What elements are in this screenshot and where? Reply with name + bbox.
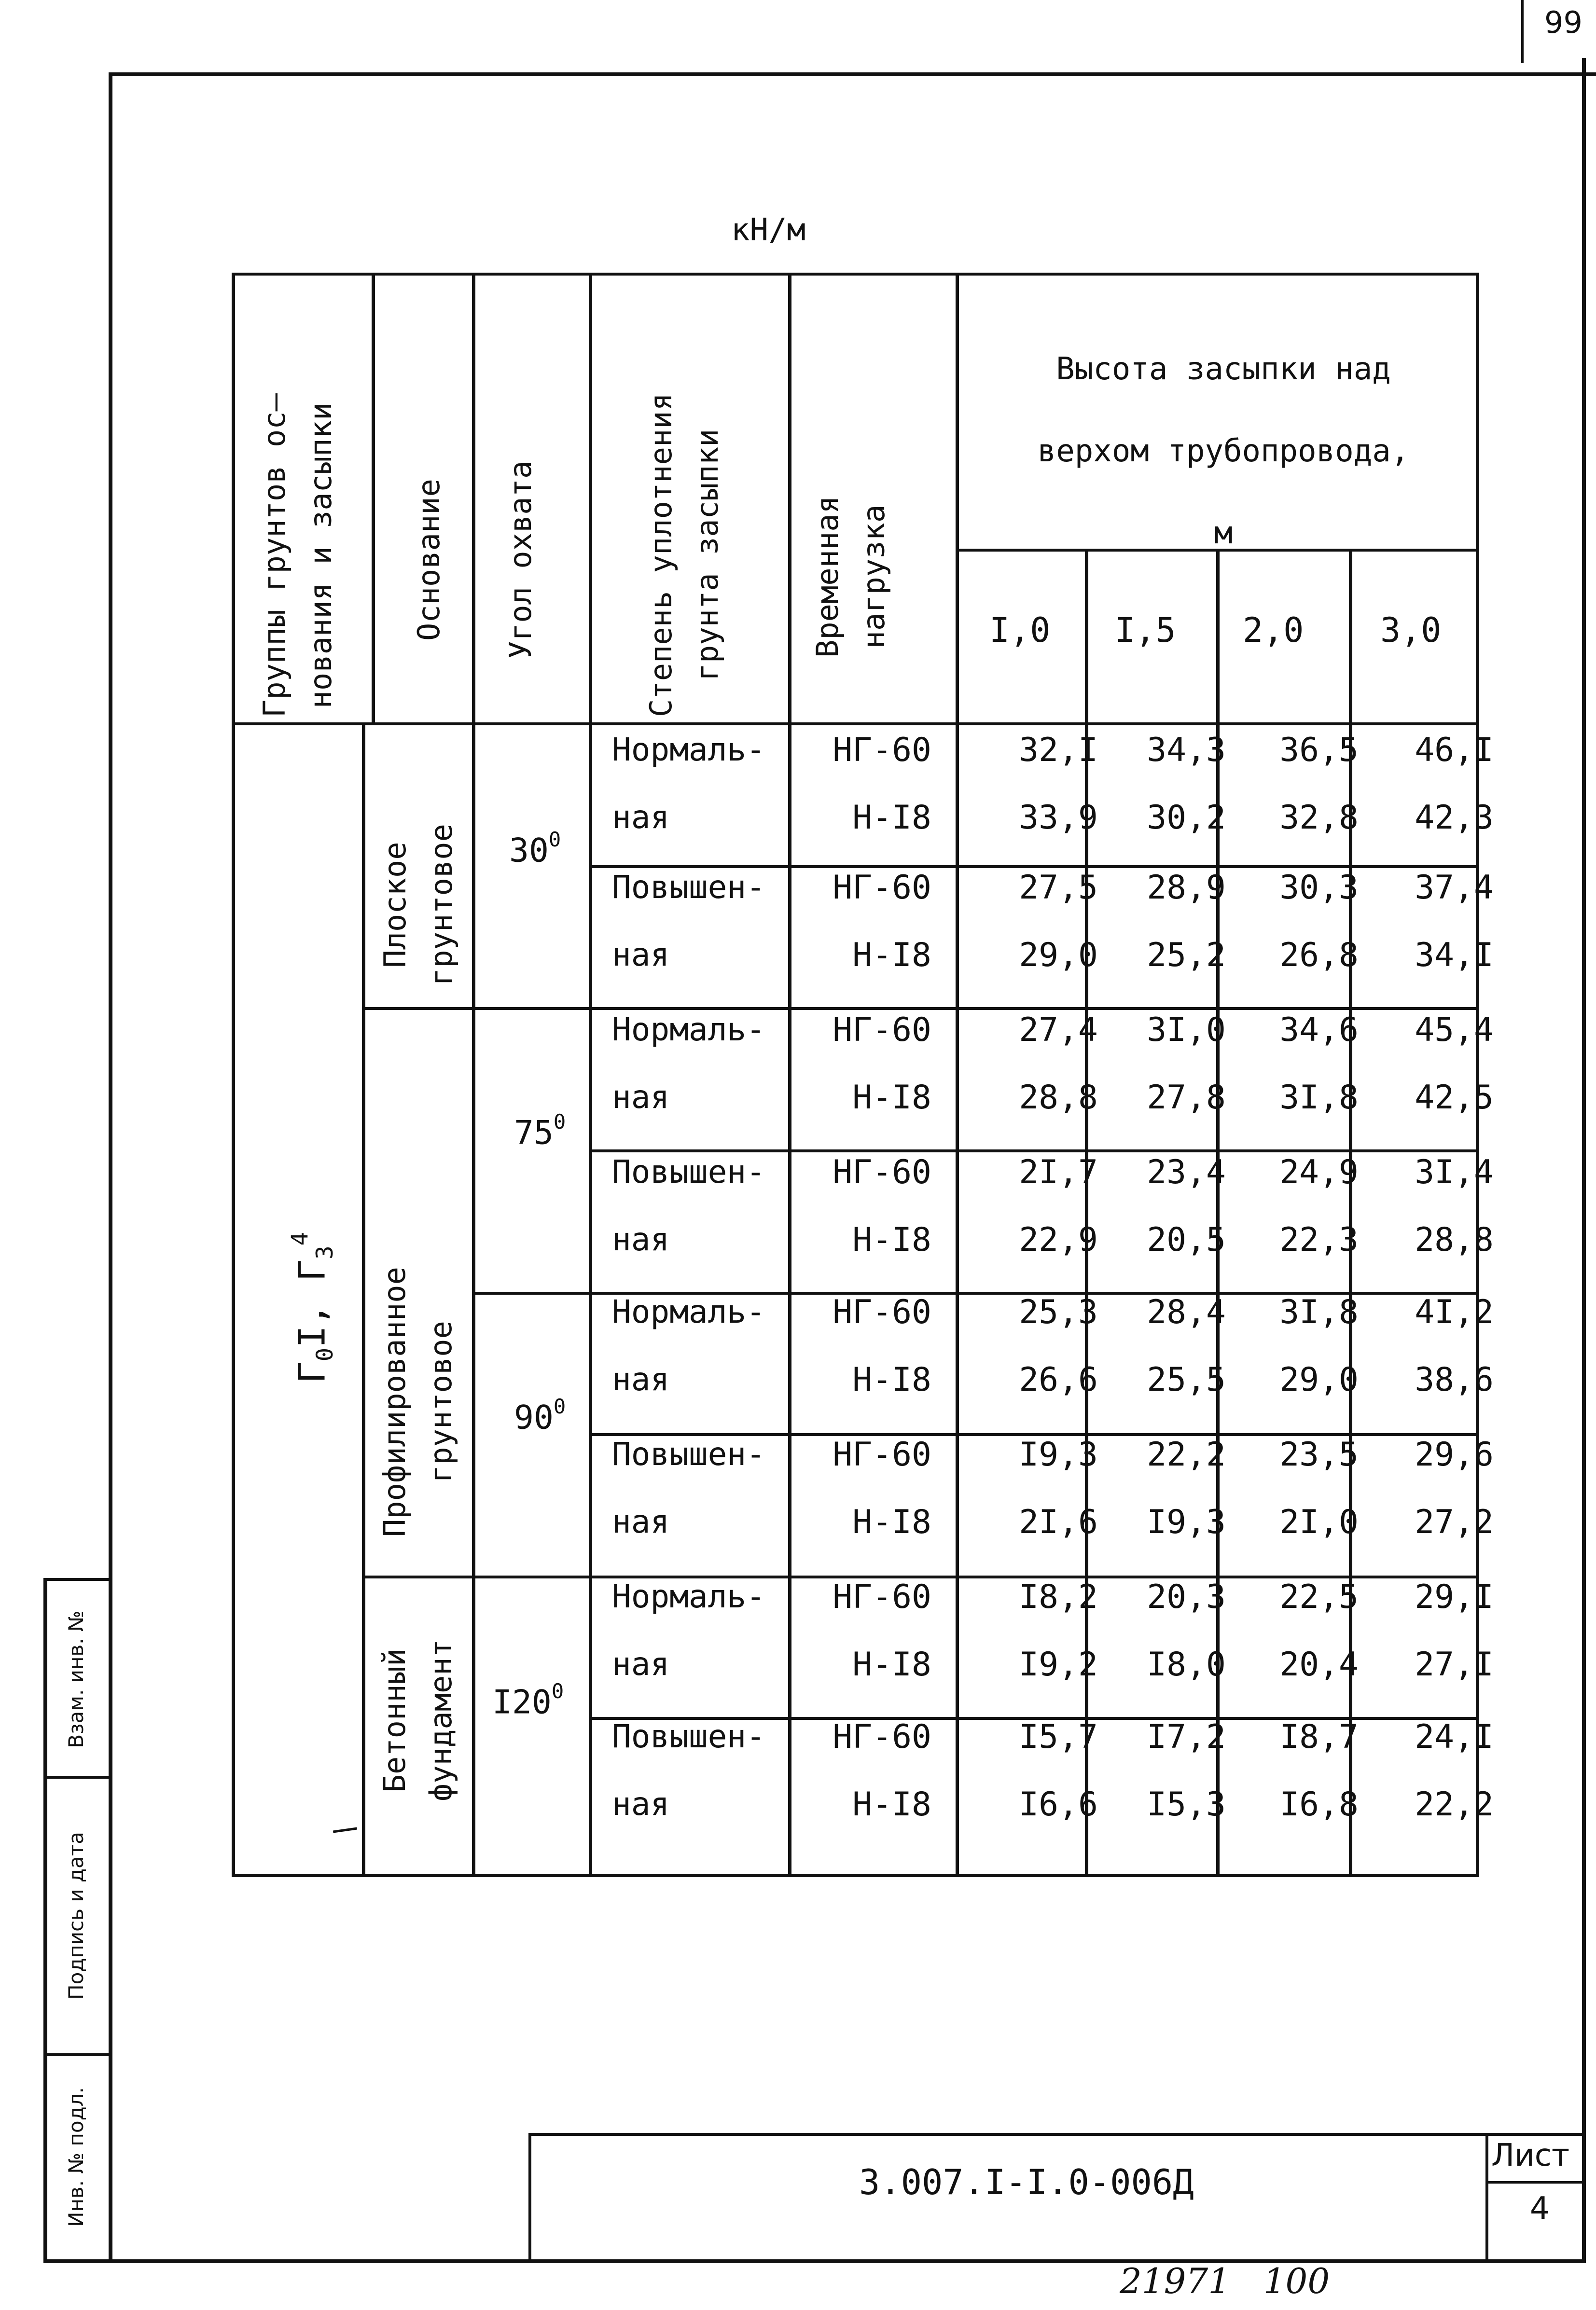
header-soil-groups: Группы грунтов ос– нования и засыпки bbox=[257, 393, 339, 718]
value-cell: 36,5 bbox=[1279, 731, 1359, 769]
value-cell: 28,4 bbox=[1147, 1293, 1226, 1331]
high-label: Повышен- bbox=[612, 1153, 765, 1190]
load-cell: НГ-60 bbox=[833, 869, 931, 907]
value-cell: I9,3 bbox=[1147, 1503, 1226, 1541]
angle-75: $75^0$ bbox=[514, 1110, 566, 1152]
normal-label: Нормаль- bbox=[612, 1578, 765, 1615]
value-cell: 20,3 bbox=[1147, 1578, 1226, 1616]
normal-label-cont: ная bbox=[612, 799, 670, 836]
value-cell: 3I,8 bbox=[1279, 1293, 1359, 1331]
value-cell: 25,5 bbox=[1147, 1361, 1226, 1399]
normal-label-cont: ная bbox=[612, 1079, 670, 1116]
value-cell: 20,5 bbox=[1147, 1221, 1226, 1259]
value-cell: 26,6 bbox=[1019, 1361, 1098, 1399]
value-cell: 28,9 bbox=[1147, 869, 1226, 907]
height-3-0: 3,0 bbox=[1380, 610, 1442, 650]
value-cell: 27,2 bbox=[1415, 1503, 1494, 1541]
load-cell: Н-I8 bbox=[852, 1079, 931, 1117]
high-label-cont: ная bbox=[612, 1221, 670, 1258]
value-cell: I8,0 bbox=[1147, 1646, 1226, 1684]
value-cell: 42,3 bbox=[1415, 799, 1494, 837]
load-cell: НГ-60 bbox=[833, 1436, 931, 1474]
value-cell: 24,I bbox=[1415, 1718, 1494, 1756]
load-cell: НГ-60 bbox=[833, 1153, 931, 1191]
value-cell: 23,5 bbox=[1279, 1436, 1359, 1474]
high-label: Повышен- bbox=[612, 1436, 765, 1473]
value-cell: 34,3 bbox=[1147, 731, 1226, 769]
value-cell: 29,0 bbox=[1019, 936, 1098, 974]
header-temporary-load: Временная нагрузка bbox=[810, 496, 892, 658]
value-cell: 42,5 bbox=[1415, 1079, 1494, 1117]
value-cell: 29,I bbox=[1415, 1578, 1494, 1616]
header-foundation: Основание bbox=[411, 479, 446, 641]
load-cell: НГ-60 bbox=[833, 1293, 931, 1331]
value-cell: I5,7 bbox=[1019, 1718, 1098, 1756]
soil-group-label: $Г_0I$, $Г_3^4$ bbox=[287, 1232, 338, 1383]
height-2-0: 2,0 bbox=[1243, 610, 1304, 650]
value-cell: I6,6 bbox=[1019, 1785, 1098, 1824]
load-cell: Н-I8 bbox=[852, 936, 931, 974]
value-cell: 23,4 bbox=[1147, 1153, 1226, 1191]
high-label-cont: ная bbox=[612, 1503, 670, 1540]
normal-label: Нормаль- bbox=[612, 1011, 765, 1048]
normal-label-cont: ная bbox=[612, 1361, 670, 1398]
value-cell: 3I,0 bbox=[1147, 1011, 1226, 1049]
value-cell: 38,6 bbox=[1415, 1361, 1494, 1399]
load-cell: Н-I8 bbox=[852, 1785, 931, 1824]
normal-label: Нормаль- bbox=[612, 731, 765, 768]
value-cell: 22,2 bbox=[1147, 1436, 1226, 1474]
value-cell: 2I,7 bbox=[1019, 1153, 1098, 1191]
header-angle: Угол охвата bbox=[503, 460, 538, 659]
frame-top bbox=[111, 72, 1596, 76]
normal-label: Нормаль- bbox=[612, 1293, 765, 1330]
high-label: Повышен- bbox=[612, 1718, 765, 1755]
value-cell: 26,8 bbox=[1279, 936, 1359, 974]
normal-label-cont: ная bbox=[612, 1646, 670, 1683]
high-label-cont: ная bbox=[612, 1785, 670, 1823]
header-compaction: Степень уплотнения грунта засыпки bbox=[643, 393, 725, 717]
value-cell: 34,I bbox=[1415, 936, 1494, 974]
foundation-profiled: Профилированное грунтовое bbox=[377, 1267, 459, 1537]
value-cell: 28,8 bbox=[1415, 1221, 1494, 1259]
load-cell: Н-I8 bbox=[852, 1221, 931, 1259]
top-right-tick bbox=[1521, 0, 1524, 63]
value-cell: 25,3 bbox=[1019, 1293, 1098, 1331]
unit-label: кН/м bbox=[731, 212, 806, 248]
value-cell: I9,2 bbox=[1019, 1646, 1098, 1684]
value-cell: I6,8 bbox=[1279, 1785, 1359, 1824]
value-cell: 30,2 bbox=[1147, 799, 1226, 837]
value-cell: 3I,8 bbox=[1279, 1079, 1359, 1117]
handwritten-number: 21971 100 bbox=[1120, 2261, 1330, 2301]
value-cell: 27,8 bbox=[1147, 1079, 1226, 1117]
value-cell: I9,3 bbox=[1019, 1436, 1098, 1474]
foundation-flat: Плоское грунтовое bbox=[377, 824, 459, 986]
value-cell: 22,9 bbox=[1019, 1221, 1098, 1259]
value-cell: 27,5 bbox=[1019, 869, 1098, 907]
replace-inv-label: Взам. инв. № bbox=[64, 1610, 88, 1748]
value-cell: 27,I bbox=[1415, 1646, 1494, 1684]
title-block-sep bbox=[1485, 2133, 1488, 2262]
load-cell: НГ-60 bbox=[833, 1718, 931, 1756]
frame-left bbox=[109, 72, 112, 2263]
document-code: 3.007.I-I.0-006Д bbox=[859, 2162, 1194, 2202]
load-cell: НГ-60 bbox=[833, 731, 931, 769]
value-cell: 45,4 bbox=[1415, 1011, 1494, 1049]
value-cell: 30,3 bbox=[1279, 869, 1359, 907]
value-cell: I8,2 bbox=[1019, 1578, 1098, 1616]
sheet-label: Лист bbox=[1491, 2138, 1570, 2173]
value-cell: 32,8 bbox=[1279, 799, 1359, 837]
frame-right bbox=[1582, 58, 1586, 2263]
angle-30: $30^0$ bbox=[509, 828, 561, 870]
value-cell: 2I,0 bbox=[1279, 1503, 1359, 1541]
value-cell: 37,4 bbox=[1415, 869, 1494, 907]
title-block-top bbox=[531, 2133, 1586, 2136]
value-cell: 20,4 bbox=[1279, 1646, 1359, 1684]
header-fill-height: Высота засыпки над верхом трубопровода, м bbox=[1037, 351, 1410, 551]
frame-bottom bbox=[43, 2259, 1586, 2263]
title-block-left bbox=[528, 2133, 531, 2262]
value-cell: 34,6 bbox=[1279, 1011, 1359, 1049]
value-cell: 2I,6 bbox=[1019, 1503, 1098, 1541]
value-cell: 28,8 bbox=[1019, 1079, 1098, 1117]
value-cell: 22,5 bbox=[1279, 1578, 1359, 1616]
load-cell: Н-I8 bbox=[852, 1646, 931, 1684]
value-cell: 4I,2 bbox=[1415, 1293, 1494, 1331]
load-cell: Н-I8 bbox=[852, 1503, 931, 1541]
value-cell: I5,3 bbox=[1147, 1785, 1226, 1824]
foundation-concrete: Бетонный фундамент bbox=[377, 1639, 459, 1801]
sign-date-label: Подпись и дата bbox=[64, 1832, 88, 2000]
value-cell: 32,I bbox=[1019, 731, 1098, 769]
title-block-mid bbox=[1485, 2181, 1586, 2184]
value-cell: 25,2 bbox=[1147, 936, 1226, 974]
inv-orig-label: Инв. № подл. bbox=[64, 2087, 88, 2227]
height-1-5: I,5 bbox=[1115, 610, 1176, 650]
angle-120: $I20^0$ bbox=[492, 1679, 564, 1722]
height-1-0: I,0 bbox=[989, 610, 1051, 650]
value-cell: 33,9 bbox=[1019, 799, 1098, 837]
page-number: 99 bbox=[1544, 5, 1582, 40]
value-cell: 22,3 bbox=[1279, 1221, 1359, 1259]
value-cell: 3I,4 bbox=[1415, 1153, 1494, 1191]
load-cell: Н-I8 bbox=[852, 1361, 931, 1399]
sheet-number: 4 bbox=[1530, 2191, 1550, 2227]
value-cell: 29,6 bbox=[1415, 1436, 1494, 1474]
value-cell: 46,I bbox=[1415, 731, 1494, 769]
load-cell: НГ-60 bbox=[833, 1578, 931, 1616]
value-cell: 29,0 bbox=[1279, 1361, 1359, 1399]
value-cell: I7,2 bbox=[1147, 1718, 1226, 1756]
load-cell: Н-I8 bbox=[852, 799, 931, 837]
high-label: Повышен- bbox=[612, 869, 765, 906]
value-cell: I8,7 bbox=[1279, 1718, 1359, 1756]
angle-90: $90^0$ bbox=[514, 1395, 566, 1437]
value-cell: 27,4 bbox=[1019, 1011, 1098, 1049]
value-cell: 22,2 bbox=[1415, 1785, 1494, 1824]
high-label-cont: ная bbox=[612, 936, 670, 973]
value-cell: 24,9 bbox=[1279, 1153, 1359, 1191]
load-cell: НГ-60 bbox=[833, 1011, 931, 1049]
